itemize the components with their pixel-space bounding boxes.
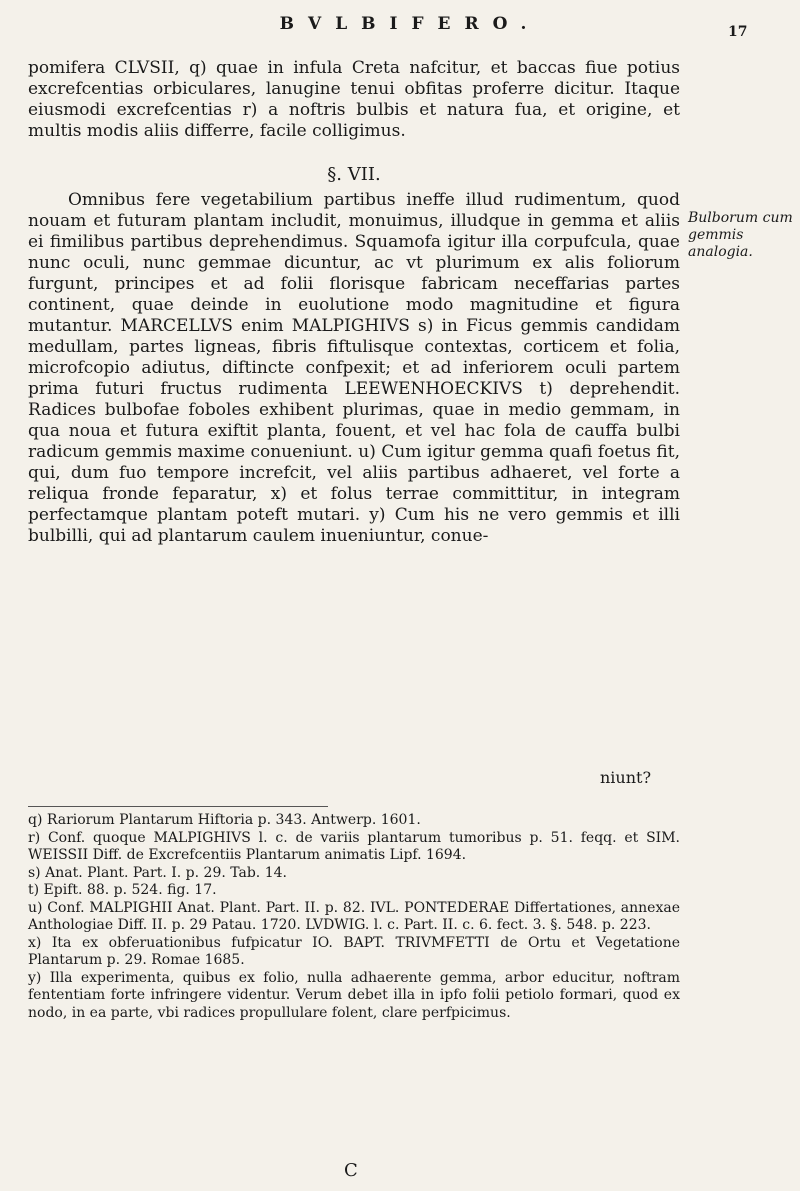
footnote-x: x) Ita ex obferuationibus fufpicatur IO. BAPT. TRIVMFETTI de Ortu et Vegetatione Plantarum p. 29. Romae 1685. [28, 934, 680, 968]
margin-note: Bulborum cum gemmis analogia. [688, 210, 793, 260]
catchword: niunt? [600, 768, 652, 787]
footnote-q: q) Rariorum Plantarum Hiftoria p. 343. Antwerp. 1601. [28, 812, 421, 828]
page-number: 17 [728, 24, 748, 40]
paragraph-2 [28, 190, 680, 547]
paragraph-1 [28, 58, 680, 142]
footnote-r: r) Conf. quoque MALPIGHIVS l. c. de variis plantarum tumoribus p. 51. feqq. et SIM. WEISSII Diff. de Excrefcentiis Plantarum animatis Lipf. 1694. [28, 829, 680, 863]
footnote-t: t) Epift. 88. p. 524. fig. 17. [28, 882, 217, 898]
running-title: BVLBIFERO. [279, 14, 541, 34]
footnotes [28, 812, 680, 1022]
paragraph-1-text: pomifera CLVSII, q) quae in infula Creta nafcitur, et baccas fiue potius excrefcentias orbiculares, lanugine tenui obfitas proferre dicitur. Itaque eiusmodi excrefcentias r) a noftris bulbis et natura fua, et origine, et multis modis aliis differre, facile colligimus. [28, 58, 680, 141]
signature-mark: C [344, 1160, 358, 1181]
footnote-y: y) Illa experimenta, quibus ex folio, nulla adhaerente gemma, arbor educitur, noftram fententiam forte infringere videntur. Verum debet illa in ipfo folii petiolo formari, quod ex nodo, in ea parte, vbi radices propullulare folent, clare perfpicimus. [28, 969, 680, 1021]
paragraph-2-text: Omnibus fere vegetabilium partibus ineffe illud rudimentum, quod nouam et futuram plantam includit, monuimus, illudque in gemma et aliis ei fimilibus partibus deprehendimus. Squamofa igitur illa corpufcula, quae nunc oculi, nunc gemmae dicuntur, ac vt plurimum ex alis foliorum furgunt, principes et ad folii florisque fabricam neceffarias partes continent, quae deinde in euolutione modo magnitudine et figura mutantur. MARCELLVS enim MALPIGHIVS s) in Ficus gemmis candidam medullam, partes ligneas, fibris fiftulisque contextas, corticem et folia, microfcopio adiutus, diftincte confpexit; et ad inferiorem oculi partem prima futuri fructus rudimenta LEEWENHOECKIVS t) deprehendit. Radices bulbofae foboles exhibent plurimas, quae in medio gemmam, in qua noua et futura exiftit planta, fouent, et vel hac fola de cauffa bulbi radicum gemmis maxime conueniunt. u) Cum igitur gemma quafi foetus fit, qui, dum fuo tempore increfcit, vel aliis partibus adhaeret, vel forte a reliqua fronde feparatur, x) et folus terrae committitur, in integram perfectamque plantam poteft mutari. y) Cum his ne vero gemmis et illi bulbilli, qui ad plantarum caulem inueniuntur, conue- [28, 190, 680, 546]
footnote-s: s) Anat. Plant. Part. I. p. 29. Tab. 14. [28, 864, 287, 881]
footnote-u: u) Conf. MALPIGHII Anat. Plant. Part. II. p. 82. IVL. PONTEDERAE Differtationes, annexae Anthologiae Diff. II. p. 29 Patau. 1720. LVDWIG. l. c. Part. II. c. 6. fect. 3. §. 548. p. 223. [28, 899, 680, 933]
footnote-divider [28, 806, 328, 807]
section-heading: §. VII. [327, 164, 381, 185]
